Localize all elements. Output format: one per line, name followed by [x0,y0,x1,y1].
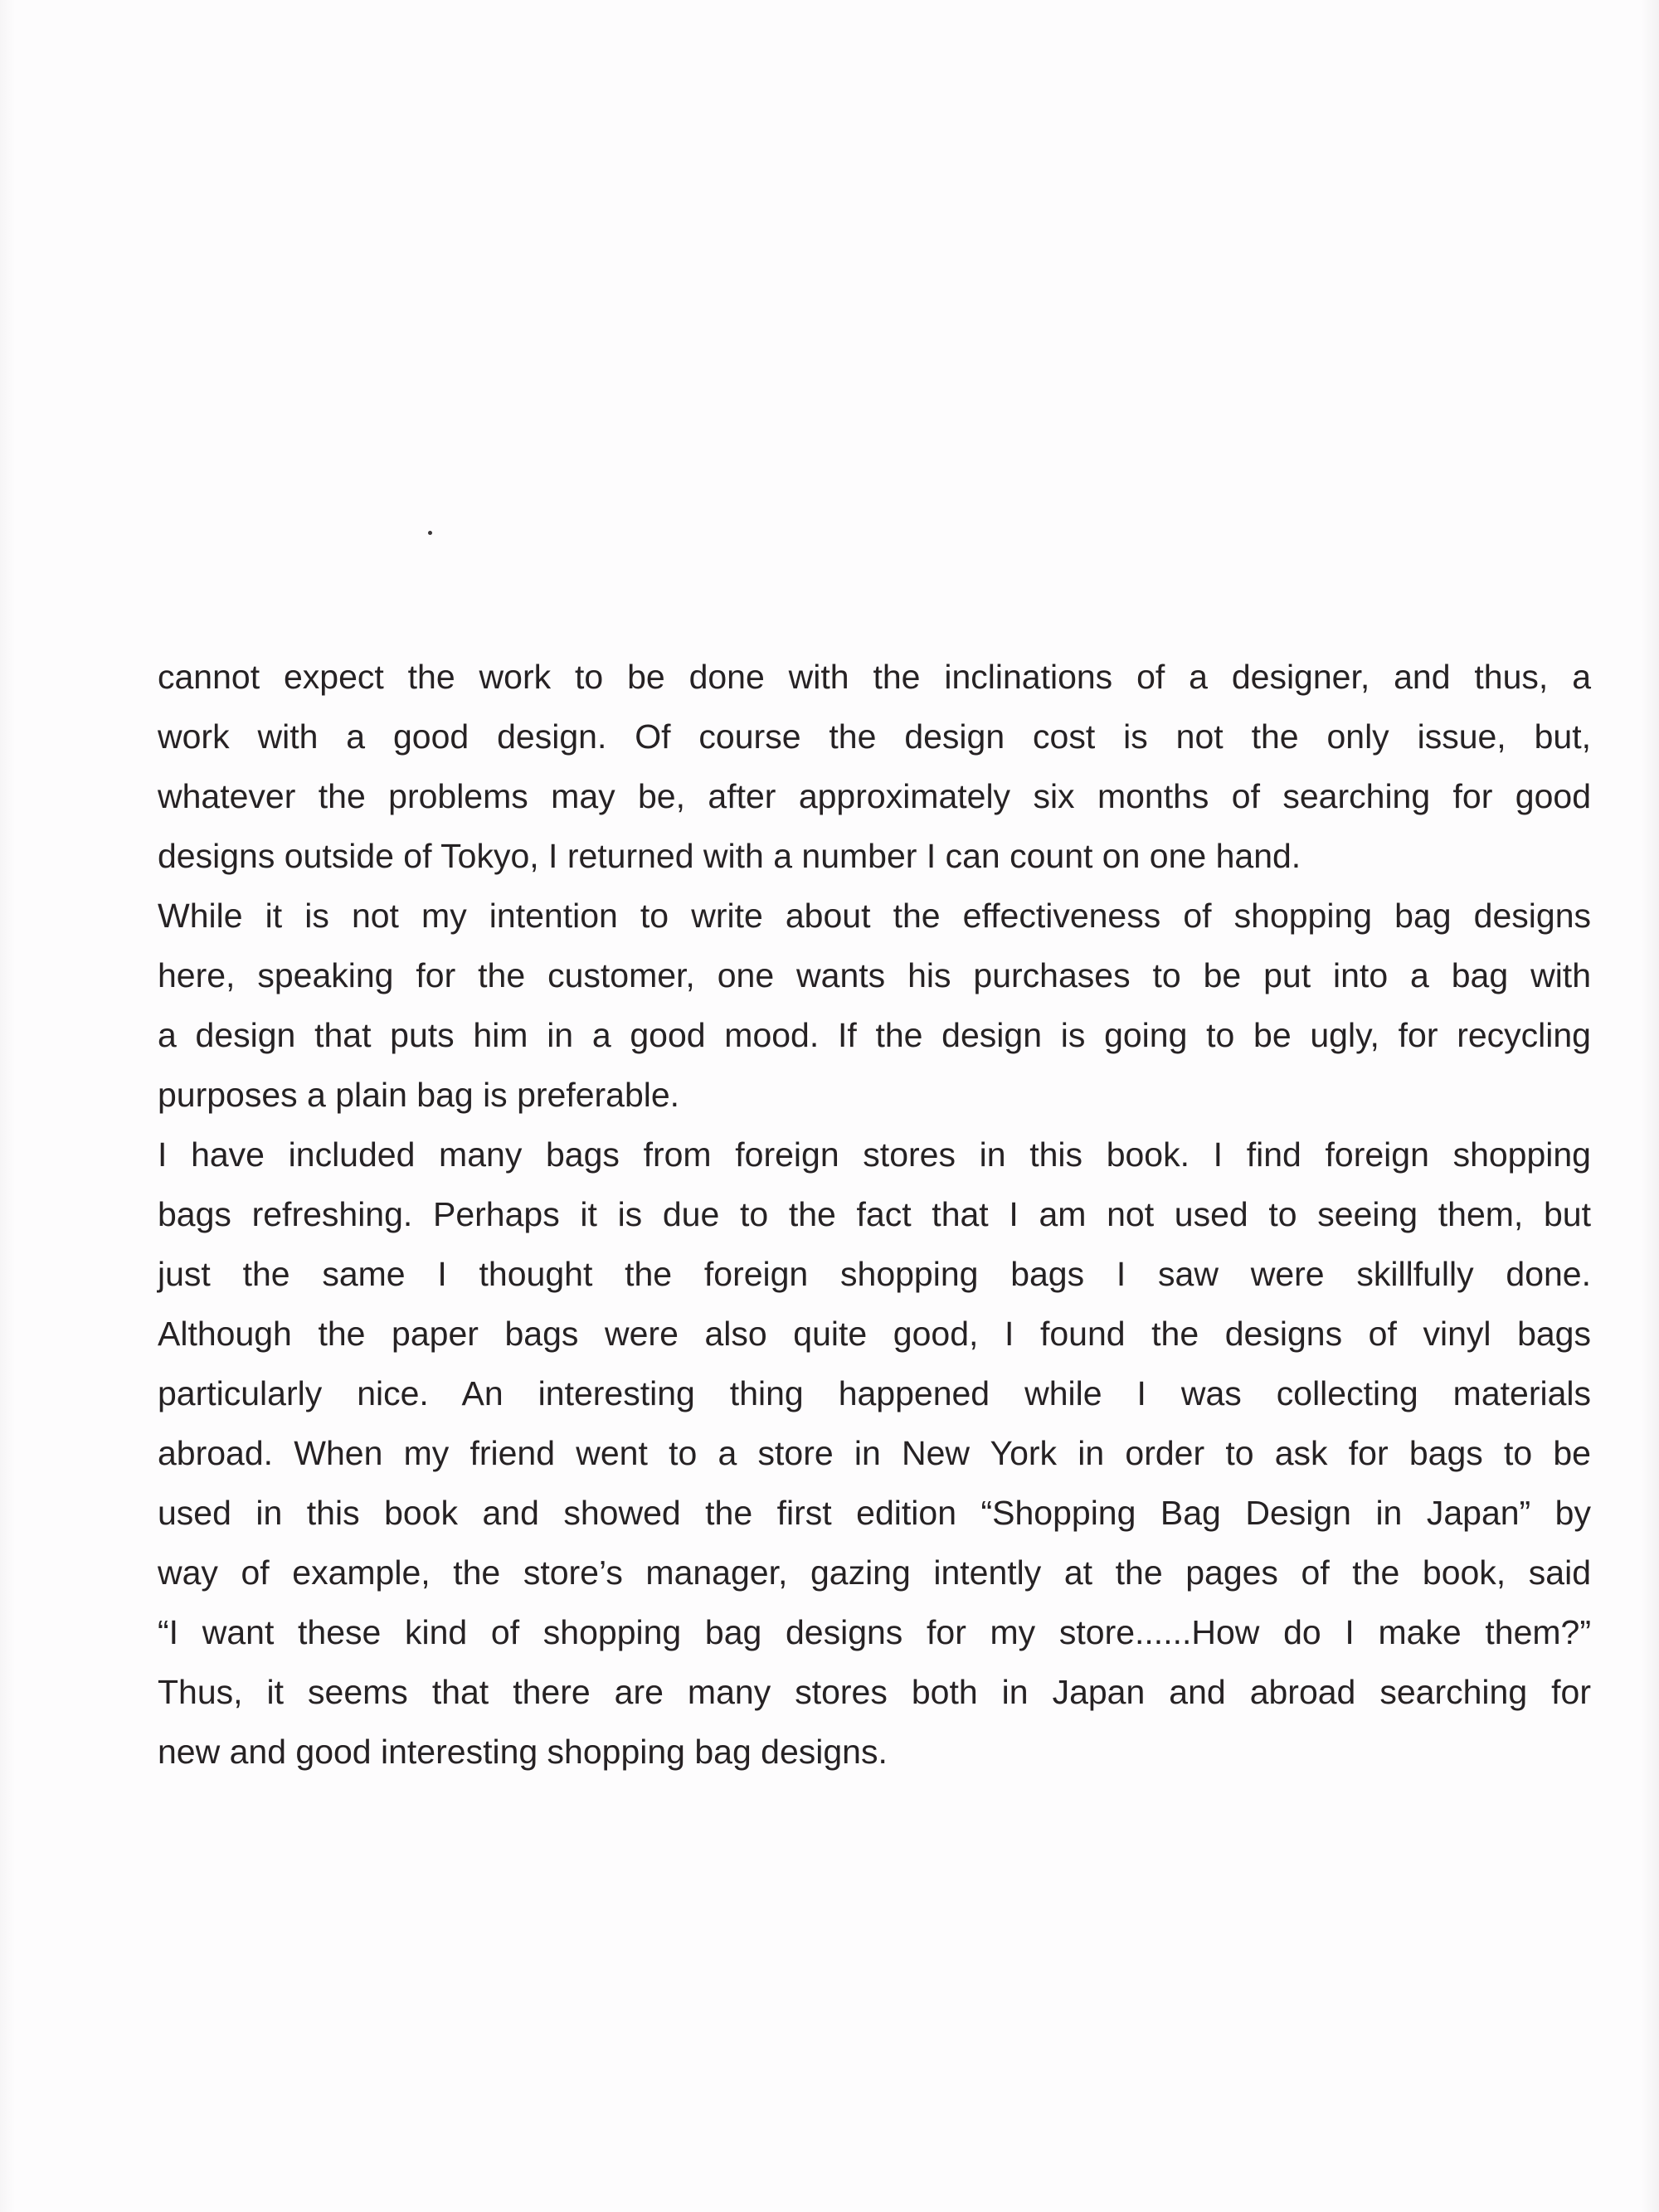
text-line: purposes a plain bag is preferable. [158,1076,680,1114]
text-line: just the same I thought the foreign shopping bags I saw were skillfully done. [158,1255,1591,1293]
text-line: way of example, the store’s manager, gazing intently at the pages of the book, said [158,1553,1591,1592]
text-line: work with a good design. Of course the design cost is not the only issue, but, [158,717,1591,756]
text-line: “I want these kind of shopping bag designs for my store......How do I make them?” [158,1613,1591,1651]
text-line: whatever the problems may be, after approximately six months of searching for good [158,777,1591,815]
text-line: bags refreshing. Perhaps it is due to the fact that I am not used to seeing them, but [158,1195,1591,1233]
text-line: cannot expect the work to be done with the inclinations of a designer, and thus, a [158,658,1591,696]
text-line: a design that puts him in a good mood. If the design is going to be ugly, for recycling [158,1016,1591,1054]
text-line: particularly nice. An interesting thing happened while I was collecting materials [158,1374,1591,1412]
text-line: new and good interesting shopping bag designs. [158,1733,888,1771]
text-line: used in this book and showed the first edition “Shopping Bag Design in Japan” by [158,1494,1591,1532]
text-line: abroad. When my friend went to a store in New York in order to ask for bags to be [158,1434,1591,1472]
body-text [158,647,1591,1782]
text-line: Thus, it seems that there are many stores both in Japan and abroad searching for [158,1673,1591,1711]
text-line: I have included many bags from foreign stores in this book. I find foreign shopping [158,1135,1591,1174]
paper-speck [428,531,432,535]
text-line: designs outside of Tokyo, I returned with a number I can count on one hand. [158,837,1301,875]
text-line: Although the paper bags were also quite good, I found the designs of vinyl bags [158,1315,1591,1353]
text-line: here, speaking for the customer, one wants his purchases to be put into a bag with [158,956,1591,994]
text-line: While it is not my intention to write about the effectiveness of shopping bag designs [158,897,1591,935]
